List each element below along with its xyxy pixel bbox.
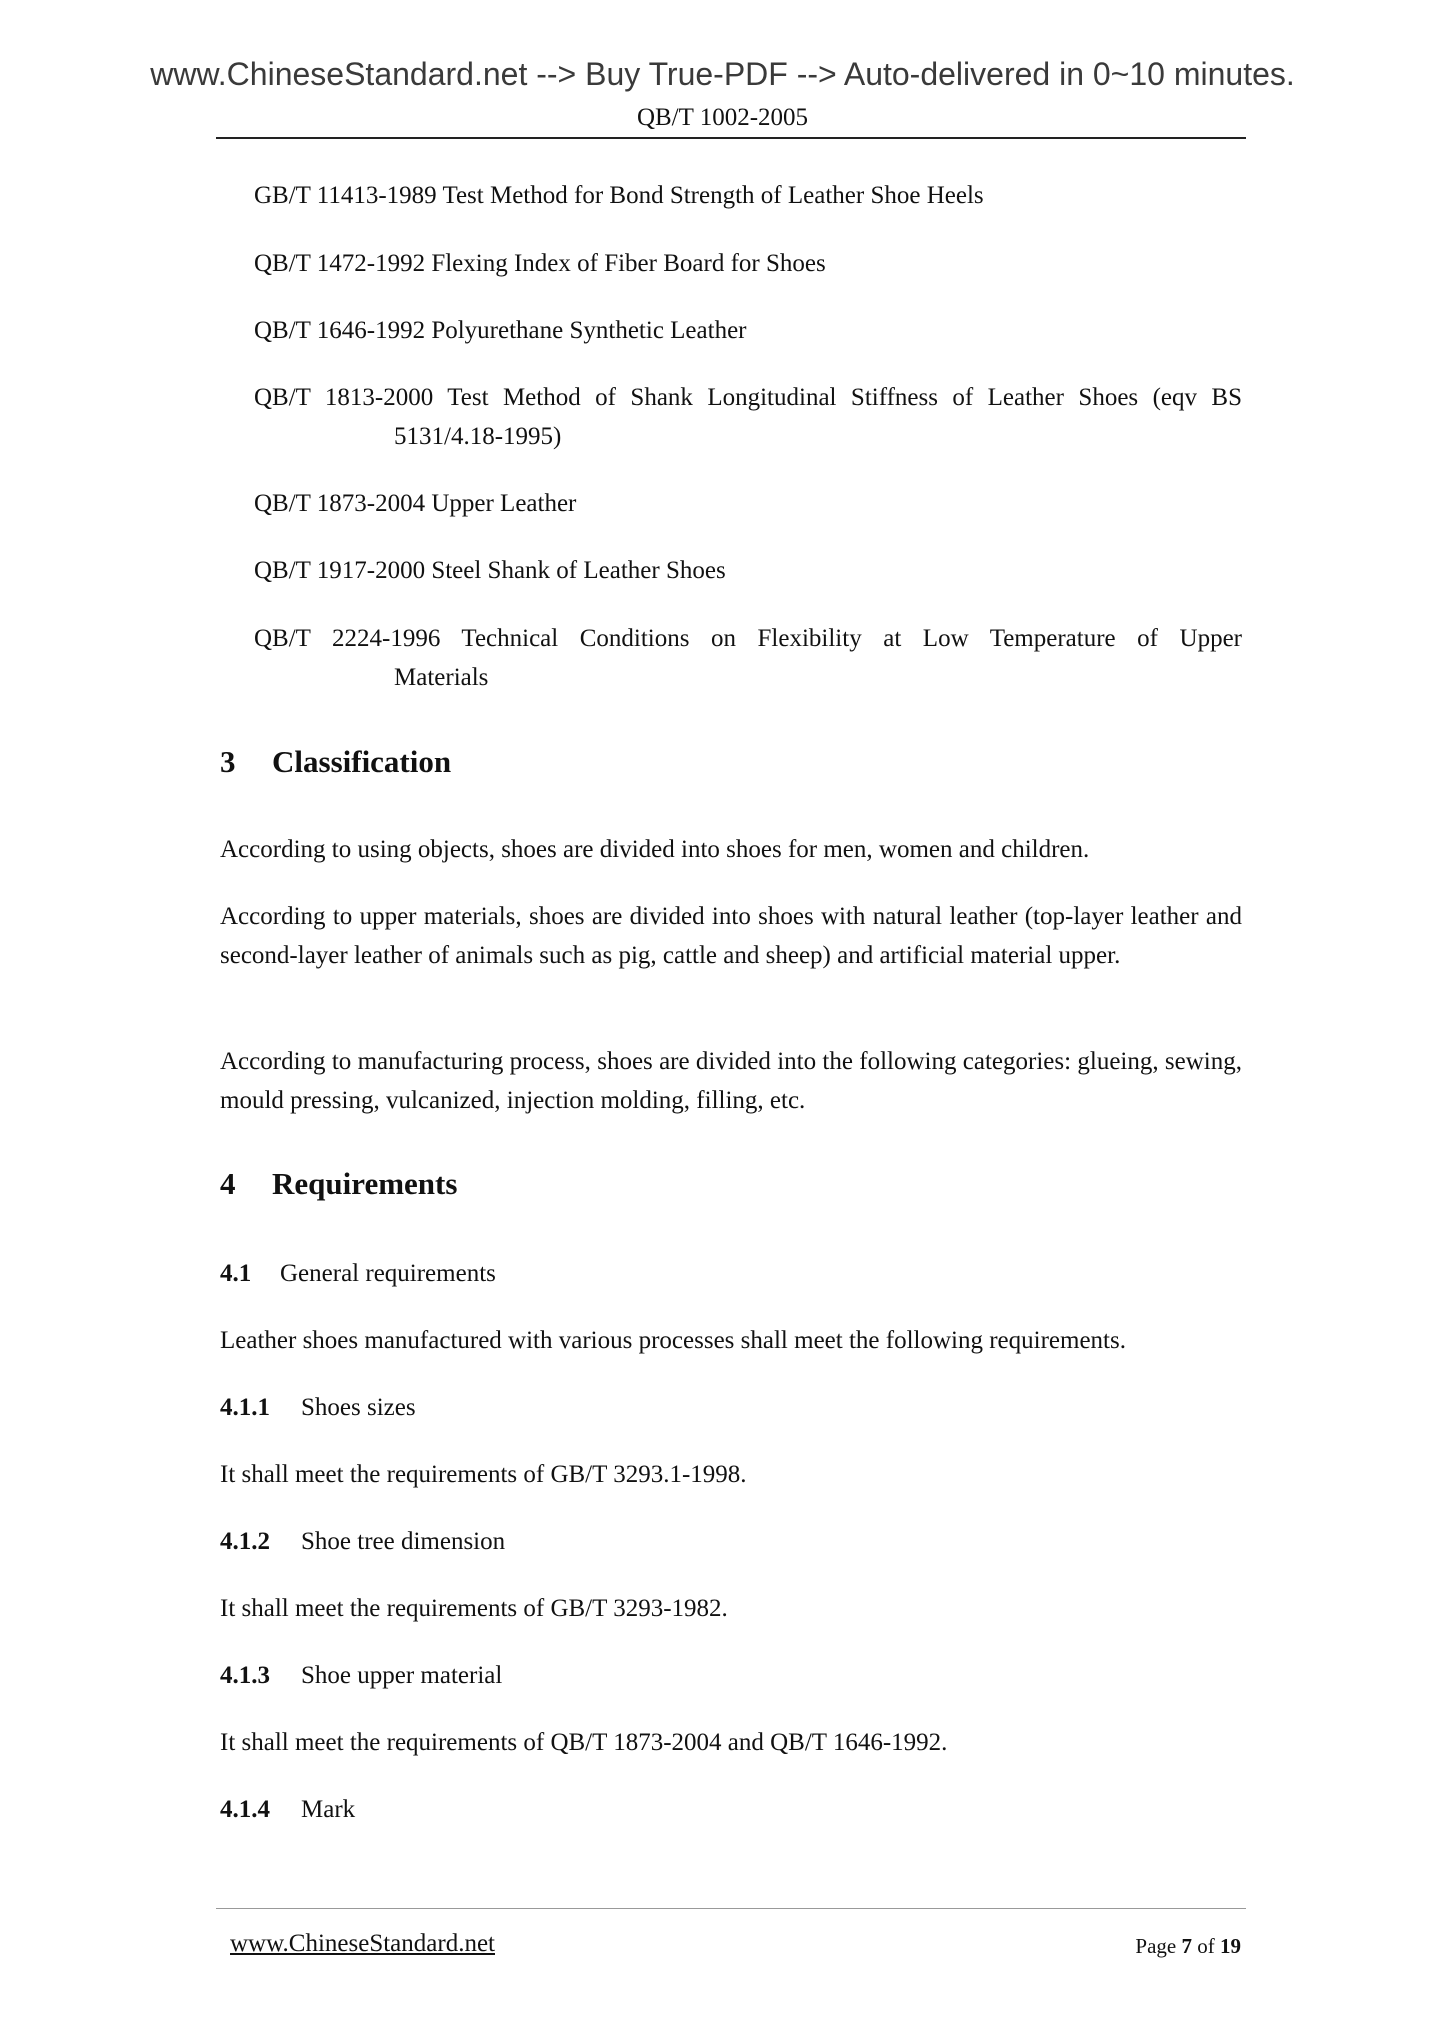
subsection-number: 4.1.2 [220,1528,270,1555]
classification-paragraph-2: According to upper materials, shoes are divided into shoes with natural leather (top-layer leather and second-layer leather of animals such as pig, cattle and sheep) and artificial material upper. [220,903,1242,969]
subsection-4-1-2-text: It shall meet the requirements of GB/T 3293-1982. [220,1595,728,1622]
reference-text: QB/T 1472-1992 Flexing Index of Fiber Board for Shoes [254,250,826,277]
reference-item [254,311,1242,350]
reference-item [254,619,1242,697]
subsection-number: 4.1.3 [220,1662,270,1689]
reference-item [254,176,1242,215]
subsection-4-1-3-heading [220,1656,502,1695]
subsection-number: 4.1.4 [220,1796,270,1823]
footer-divider [216,1908,1246,1909]
subsection-4-1-3-text: It shall meet the requirements of QB/T 1873-2004 and QB/T 1646-1992. [220,1729,948,1756]
reference-text: QB/T 1646-1992 Polyurethane Synthetic Leather [254,317,747,344]
header-divider [216,137,1246,139]
subsection-title: Shoe tree dimension [301,1528,506,1555]
reference-item [254,551,1242,590]
page-number [1135,1934,1241,1959]
subsection-4-1-heading [220,1254,496,1293]
reference-text: QB/T 1873-2004 Upper Leather [254,490,577,517]
reference-item [254,244,1242,283]
reference-item [254,378,1242,456]
page-of-label: of [1197,1934,1215,1958]
subsection-title: Shoes sizes [301,1394,416,1421]
section-title: Classification [272,744,452,779]
reference-text: QB/T 1813-2000 Test Method of Shank Longitudinal Stiffness of Leather Shoes (eqv BS [254,384,1242,411]
section-number: 3 [220,744,236,779]
subsection-title: General requirements [280,1260,496,1287]
subsection-number: 4.1.1 [220,1394,270,1421]
section-title: Requirements [272,1166,458,1201]
page-current: 7 [1181,1934,1192,1958]
classification-paragraph-3: According to manufacturing process, shoes are divided into the following categories: glueing, sewing, mould pressing, vulcanized, injection molding, filling, etc. [220,1048,1242,1114]
subsection-4-1-1-heading [220,1388,416,1427]
subsection-title: Mark [301,1796,356,1823]
header-banner: www.ChineseStandard.net --> Buy True-PDF --> Auto-delivered in 0~10 minutes. [150,56,1295,92]
subsection-number: 4.1 [220,1260,252,1287]
subsection-title: Shoe upper material [301,1662,503,1689]
classification-paragraph-1: According to using objects, shoes are divided into shoes for men, women and children. [220,836,1090,863]
reference-text: QB/T 1917-2000 Steel Shank of Leather Shoes [254,557,726,584]
reference-continuation: 5131/4.18-1995) [394,423,562,450]
section-heading-classification [220,744,451,780]
page-label: Page [1135,1934,1177,1958]
subsection-4-1-1-text: It shall meet the requirements of GB/T 3293.1-1998. [220,1461,747,1488]
subsection-4-1-2-heading [220,1522,505,1561]
reference-continuation: Materials [394,664,489,691]
subsection-4-1-4-heading [220,1790,355,1829]
reference-item [254,484,1242,523]
reference-text: QB/T 2224-1996 Technical Conditions on Flexibility at Low Temperature of Upper [254,625,1242,652]
page-total: 19 [1220,1934,1241,1958]
document-code: QB/T 1002-2005 [636,104,809,131]
footer-site-link[interactable]: www.ChineseStandard.net [230,1930,495,1957]
section-heading-requirements [220,1166,457,1202]
reference-text: GB/T 11413-1989 Test Method for Bond Strength of Leather Shoe Heels [254,182,984,209]
subsection-4-1-text: Leather shoes manufactured with various processes shall meet the following requirements. [220,1327,1126,1354]
section-number: 4 [220,1166,236,1201]
